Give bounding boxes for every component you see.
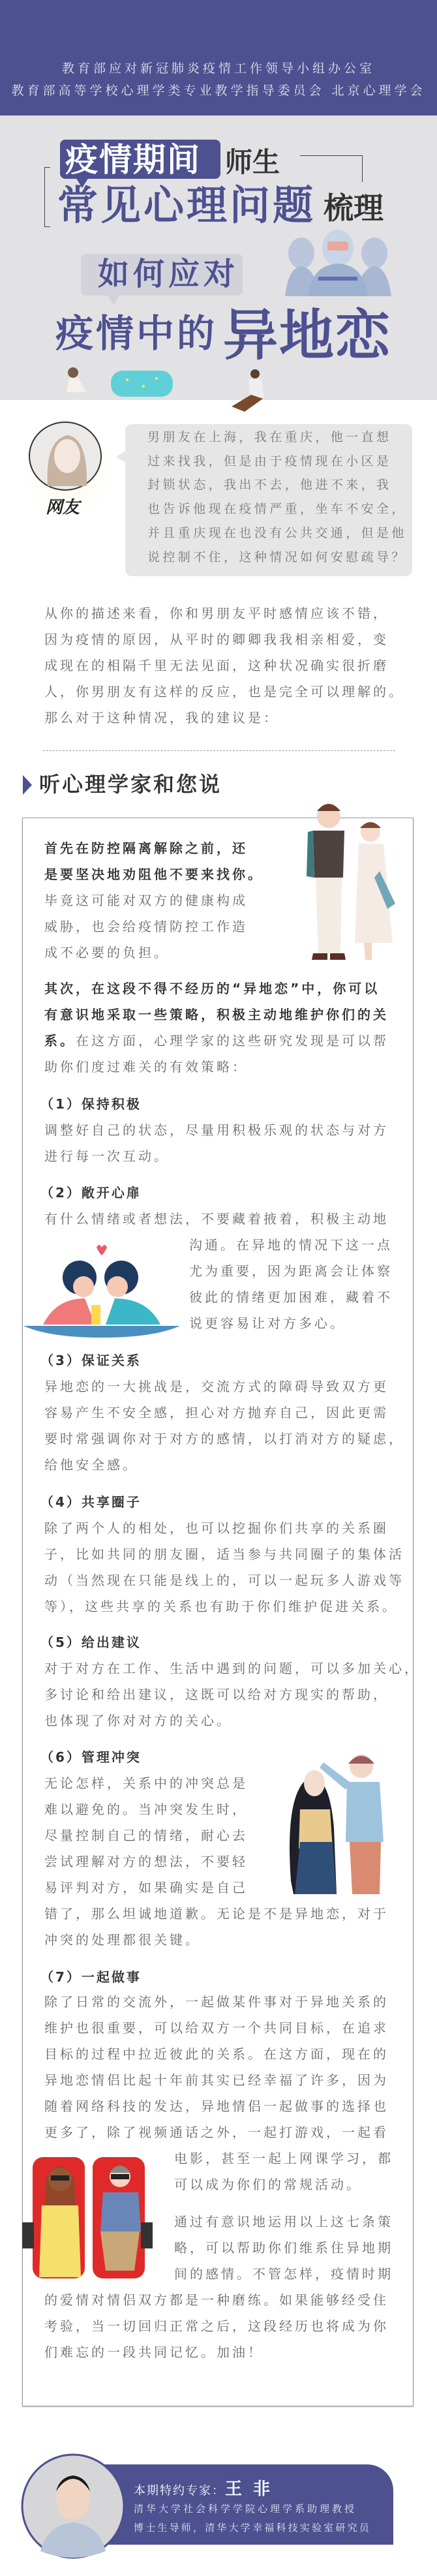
body-text: 可以成为你们的常规活动。 xyxy=(174,2177,362,2192)
body-text: 更多了，除了视频通话之外，一起打游戏，一起看 xyxy=(44,2124,389,2140)
text-line xyxy=(44,940,264,966)
bracket-left xyxy=(44,167,50,227)
body-text: 等），这些共享的关系也有助于你们维护促进关系。 xyxy=(44,1599,398,1614)
body-text: 沟通。在异地的情况下这一点 xyxy=(189,1237,393,1253)
body-text: 动（当然现在只能是线上的，可以一起玩多人游戏等 xyxy=(44,1572,404,1588)
text-line: 说控制不住，这种情况如何安慰疏导？ xyxy=(147,549,407,564)
body-text: 成不必要的负担。 xyxy=(44,945,170,960)
strategy-2-title: （2）敞开心扉 xyxy=(40,1185,142,1201)
text-line xyxy=(44,975,389,1002)
couple-illustration xyxy=(304,799,397,962)
text-line xyxy=(44,1655,420,1681)
bracket-right xyxy=(300,155,363,182)
org-line-1: 教育部应对新冠肺炎疫情工作领导小组办公室 xyxy=(61,61,375,76)
text-line xyxy=(189,1284,393,1310)
question-text xyxy=(147,425,407,569)
body-text: 除了日常的交流外，一起做某件事对于异地关系的 xyxy=(44,1994,389,2010)
section-title: 听心理学家和您说 xyxy=(39,772,222,797)
bold-text: 是要坚决地劝阻他不要来找你。 xyxy=(44,866,264,882)
org-line-2: 教育部高等学校心理学类专业教学指导委员会 北京心理学会 xyxy=(11,84,426,98)
body-text: 子，比如共同的朋友圈，适当参与共同圈子的集体活 xyxy=(44,1546,404,1562)
body-text: 要时常强调你对于对方的感情，以打消对方的疑虑， xyxy=(44,1431,404,1447)
text-line xyxy=(44,835,264,861)
text-line xyxy=(44,887,264,913)
conclusion-text-a xyxy=(174,2209,393,2287)
strategy-6-text-b xyxy=(44,1901,389,1953)
strategy-7-text-a xyxy=(44,1989,389,2145)
text-line xyxy=(44,1117,389,1143)
text-line xyxy=(44,1054,389,1080)
text-line xyxy=(44,1452,404,1478)
text-line: 成现在的相隔千里无法见面，这种状况确实很折磨 xyxy=(44,658,389,673)
text-line: 也告诉他现在疫情严重，坐车不安全， xyxy=(147,502,407,517)
text-line xyxy=(44,1989,389,2015)
text-line: 并且重庆现在也没有公共交通，但是他 xyxy=(147,525,407,540)
text-line: 过来找我，但是由于疫情现在小区是 xyxy=(147,453,392,468)
text-line xyxy=(44,2093,389,2119)
text-line xyxy=(44,913,264,940)
body-text: 进行每一次互动。 xyxy=(44,1148,170,1164)
text-line xyxy=(174,2235,393,2261)
strategy-7-text-b xyxy=(174,2145,393,2198)
body-text: 在这方面，心理学家的这些研究发现是可以帮 xyxy=(76,1033,389,1049)
strategy-3-title: （3）保证关系 xyxy=(40,1353,142,1368)
body-text: 易评判对方，如果确实是自己 xyxy=(44,1880,248,1895)
text-line xyxy=(44,1002,389,1028)
body-text: 有什么情绪或者想法，不要藏着掖着，积极主动地 xyxy=(44,1211,389,1227)
text-line xyxy=(44,2313,389,2339)
expert-title-1: 清华大学社会科学学院心理学系助理教授 xyxy=(134,2503,357,2515)
subtitle-big: 异地恋 xyxy=(223,303,392,367)
conclusion-text-b xyxy=(44,2287,389,2365)
body-text: 通过有意识地运用以上这七条策 xyxy=(174,2214,393,2230)
text-line xyxy=(44,861,264,887)
intro-text xyxy=(44,600,404,731)
body-text: 也体现了你对对方的关心。 xyxy=(44,1713,232,1728)
text-line xyxy=(44,2067,389,2093)
text-line xyxy=(44,1901,389,1927)
sitting-man-illustration xyxy=(225,369,277,414)
text-line xyxy=(44,1708,420,1734)
text-line xyxy=(189,1232,393,1258)
org-header xyxy=(0,0,437,115)
bold-text: 系。 xyxy=(44,1033,76,1049)
body-text: 助你们度过难关的有效策略： xyxy=(44,1059,248,1075)
expert-label: 本期特约专家： xyxy=(134,2484,225,2498)
strategy-1-text xyxy=(44,1117,389,1169)
body-text: 尝试理解对方的想法，不要轻 xyxy=(44,1854,248,1869)
body-text: 冲突的处理都很关键。 xyxy=(44,1932,201,1948)
text-line xyxy=(189,1258,393,1284)
body-text: 错了，那么坦诚地道歉。无论是不是异地恋，对于 xyxy=(44,1906,389,1922)
body-text: 难以避免的。当冲突发生时， xyxy=(44,1802,248,1817)
subtitle-line: 疫情中的 xyxy=(55,311,218,356)
strategy-7-title: （7）一起做事 xyxy=(40,1969,142,1985)
body-text: 电影，甚至一起上网课学习，都 xyxy=(174,2151,393,2166)
text-line: 人，你男朋友有这样的反应，也是完全可以理解的。 xyxy=(44,684,404,699)
text-line xyxy=(44,1681,420,1708)
text-line xyxy=(44,1567,404,1593)
text-line xyxy=(44,2339,389,2365)
strategy-5-text xyxy=(44,1655,420,1734)
expert-heading xyxy=(134,2476,273,2500)
text-line xyxy=(44,1848,248,1875)
body-text: 毕竟这可能对双方的健康构成 xyxy=(44,893,248,908)
text-line xyxy=(44,1426,404,1452)
asker-label: 网友 xyxy=(46,498,80,517)
body-text: 的爱情对情侣双方都是一种磨练。如果能够经受住 xyxy=(44,2292,389,2308)
text-line xyxy=(44,1515,404,1541)
lantern-illustration xyxy=(108,365,179,401)
body-text: 维护也很重要，可以给双方一个共同目标，在追求 xyxy=(44,2020,389,2036)
medical-workers-illustration xyxy=(282,228,394,296)
strategy-1-title: （1）保持积极 xyxy=(40,1096,142,1112)
text-line: 封锁状态，我出不去，他进不来，我 xyxy=(147,478,392,493)
body-text: 无论怎样，关系中的冲突总是 xyxy=(44,1775,248,1791)
title-rest: 师生 xyxy=(225,146,280,178)
couple-cinema-illustration xyxy=(22,2153,153,2280)
text-line xyxy=(44,1770,248,1796)
strategy-4-text xyxy=(44,1515,404,1619)
title-line2-rest: 梳理 xyxy=(324,191,384,226)
body-text: 异地恋的一大挑战是，交流方式的障碍导致双方更 xyxy=(44,1379,389,1394)
text-line xyxy=(44,1796,248,1822)
text-line xyxy=(44,1593,404,1619)
subtitle-box-text: 如何应对 xyxy=(98,256,239,292)
text-line xyxy=(44,2041,389,2067)
text-line xyxy=(44,1927,389,1953)
text-line: 因为疫情的原因，从平时的卿卿我我相亲相爱，变 xyxy=(44,632,389,647)
body-text: 对于对方在工作、生活中遇到的问题，可以多加关心， xyxy=(44,1661,420,1676)
body-text: 目标的过程中拉近彼此的关系。在这方面，现在的 xyxy=(44,2046,389,2062)
text-line xyxy=(189,1310,393,1336)
text-line xyxy=(44,1400,404,1426)
expert-name: 王 非 xyxy=(225,2479,273,2499)
expert-photo xyxy=(21,2453,125,2559)
text-line: 男朋友在上海，我在重庆，他一直想 xyxy=(147,430,392,444)
title-line2-highlight: 常见心理问题 xyxy=(57,181,316,229)
body-text: 容易产生不安全感，担心对方抛弃自己，因此更需 xyxy=(44,1405,389,1420)
divider xyxy=(43,750,395,751)
text-line xyxy=(44,1822,248,1848)
text-line xyxy=(44,1875,248,1901)
body-text: 彼此的情绪更加困难，藏着不 xyxy=(189,1289,393,1305)
couple-comforting-illustration xyxy=(284,1751,386,1894)
body-text: 威胁，也会给疫情防控工作造 xyxy=(44,919,248,934)
body-text: 略，可以帮助你们维系住异地期 xyxy=(174,2240,393,2256)
text-line xyxy=(44,1541,404,1567)
text-line xyxy=(44,2287,389,2313)
text-line xyxy=(44,1028,389,1054)
strategy-4-title: （4）共享圈子 xyxy=(40,1494,142,1510)
bold-text: 首先在防控隔离解除之前，还 xyxy=(44,840,248,856)
text-line xyxy=(44,2015,389,2041)
text-line xyxy=(174,2171,393,2198)
text-line xyxy=(44,2119,389,2145)
text-line xyxy=(174,2145,393,2171)
body-text: 尤为重要，因为距离会让体察 xyxy=(189,1263,393,1279)
advice-paragraph-1 xyxy=(44,835,264,966)
triangle-marker-icon xyxy=(23,775,32,795)
strategy-2-text-b xyxy=(189,1232,393,1336)
body-text: 除了两个人的相处，也可以挖掘你们共享的关系圈 xyxy=(44,1520,389,1536)
couple-sharing-drink-illustration xyxy=(23,1240,180,1338)
strategy-2-text-a xyxy=(44,1206,389,1232)
body-text: 随着网络科技的发达，异地情侣一起做事的选择也 xyxy=(44,2098,389,2114)
body-text: 多讨论和给出建议，这既可以给对方现实的帮助， xyxy=(44,1687,389,1702)
avatar xyxy=(28,421,102,491)
text-line xyxy=(174,2261,393,2287)
body-text: 间的感情。不管怎样，疫情时期 xyxy=(174,2266,393,2282)
text-line xyxy=(44,1373,404,1400)
title-highlight: 疫情期间 xyxy=(65,141,201,179)
strategy-3-text xyxy=(44,1373,404,1478)
body-text: 考验，当一切回归正常之后，这段经历也将成为你 xyxy=(44,2318,389,2334)
text-line: 从你的描述来看，你和男朋友平时感情应该不错， xyxy=(44,606,389,621)
advice-paragraph-2 xyxy=(44,975,389,1080)
bold-text: 其次，在这段不得不经历的“异地恋”中，你可以 xyxy=(44,981,380,996)
strategy-5-title: （5）给出建议 xyxy=(40,1634,142,1650)
body-text: 尽量控制自己的情绪，耐心去 xyxy=(44,1828,248,1843)
text-line xyxy=(174,2209,393,2235)
bold-text: 有意识地采取一些策略，积极主动地维护你们的关 xyxy=(44,1007,389,1022)
text-line: 那么对于这种情况，我的建议是： xyxy=(44,710,279,726)
expert-title-2: 博士生导师，清华大学幸福科技实验室研究员 xyxy=(134,2522,372,2534)
body-text: 给他安全感。 xyxy=(44,1457,138,1473)
text-line xyxy=(44,1143,389,1169)
body-text: 异地恋情侣比起十年前其实已经幸福了许多，因为 xyxy=(44,2072,389,2088)
body-text: 说更容易让对方多心。 xyxy=(189,1315,346,1331)
body-text: 们难忘的一段共同记忆。加油！ xyxy=(44,2344,264,2360)
text-line xyxy=(44,1206,389,1232)
strategy-6-text-a xyxy=(44,1770,248,1901)
body-text: 调整好自己的状态，尽量用积极乐观的状态与对方 xyxy=(44,1122,389,1138)
strategy-6-title: （6）管理冲突 xyxy=(40,1749,142,1765)
